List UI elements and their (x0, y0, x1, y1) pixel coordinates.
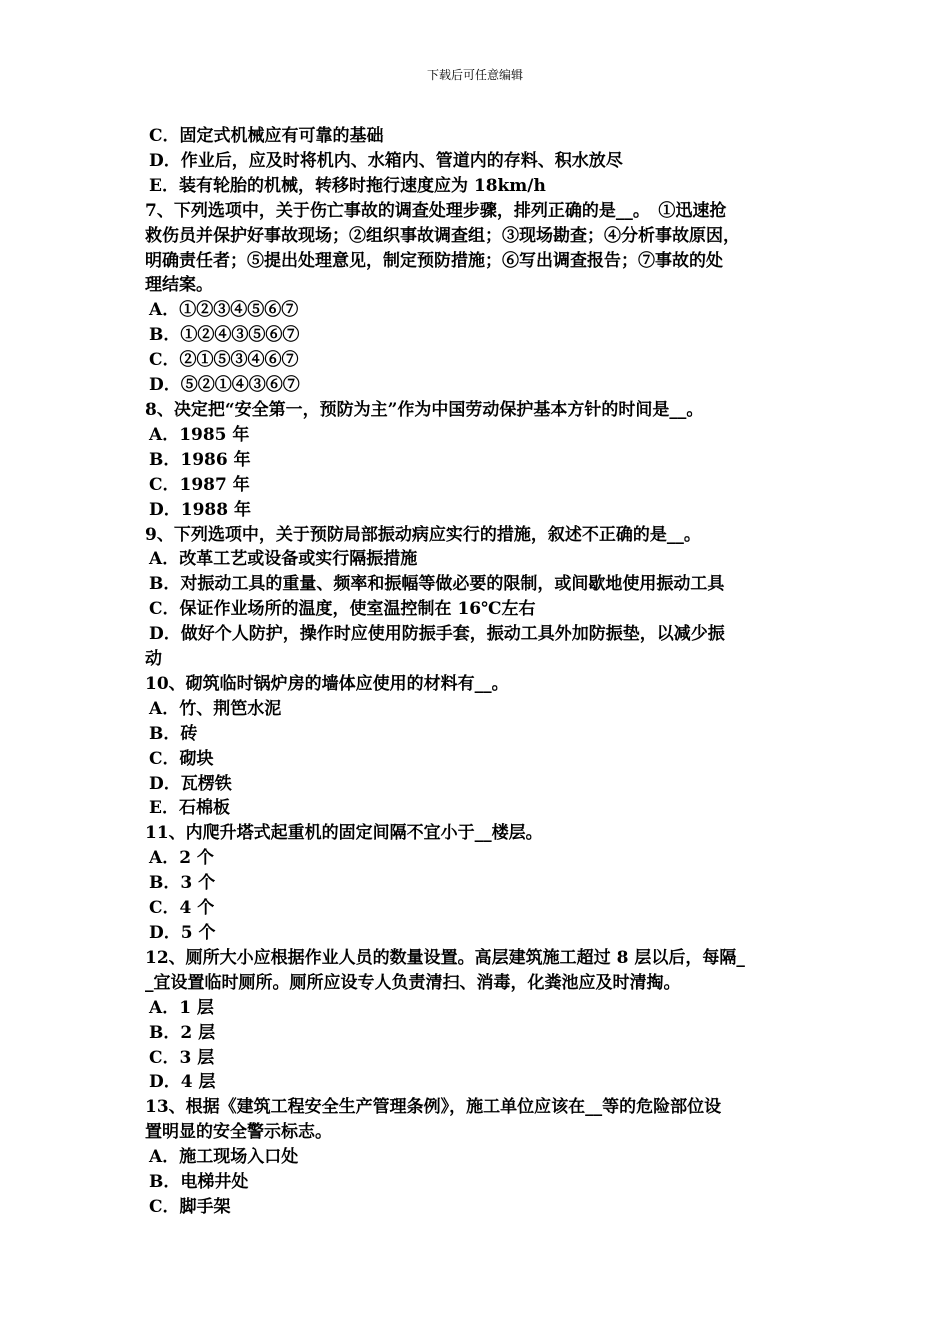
answer-option-line: D．作业后，应及时将机内、水箱内、管道内的存料、积水放尽 (149, 150, 623, 171)
question-text-line: 10、砌筑临时锅炉房的墙体应使用的材料有__。 (145, 673, 509, 694)
answer-option-line: C．②①⑤③④⑥⑦ (149, 350, 299, 371)
answer-option-line: A．改革工艺或设备或实行隔振措施 (149, 549, 418, 570)
question-text-line: 9、下列选项中，关于预防局部振动病应实行的措施，叙述不正确的是__。 (145, 524, 701, 545)
question-text-line: 13、根据《建筑工程安全生产管理条例》，施工单位应该在__等的危险部位设 (145, 1097, 722, 1118)
answer-option-line: D．瓦楞铁 (149, 773, 232, 794)
answer-option-line: C．砌块 (149, 748, 214, 769)
answer-option-line: C．1987 年 (149, 474, 250, 495)
answer-option-line: A．竹、荆笆水泥 (149, 698, 282, 719)
question-text-line: 动 (145, 649, 162, 670)
answer-option-line: A．2 个 (149, 848, 214, 869)
answer-option-line: D．做好个人防护，操作时应使用防振手套，振动工具外加防振垫，以减少振 (149, 624, 725, 645)
question-text-line: 8、决定把“安全第一，预防为主”作为中国劳动保护基本方针的时间是__。 (145, 399, 704, 420)
page-header: 下载后可任意编辑 (426, 68, 523, 82)
question-text-line: 理结案。 (145, 275, 213, 296)
answer-option-line: B．2 层 (149, 1022, 216, 1043)
question-text-line: _宜设置临时厕所。厕所应设专人负责清扫、消毒，化粪池应及时清掏。 (145, 972, 681, 993)
answer-option-line: C．3 层 (149, 1047, 215, 1068)
answer-option-line: B．①②④③⑤⑥⑦ (149, 325, 300, 346)
question-text-line: 7、下列选项中，关于伤亡事故的调查处理步骤，排列正确的是__。 ①迅速抢 (145, 200, 727, 221)
answer-option-line: C．保证作业场所的温度，使室温控制在 16℃左右 (149, 599, 536, 620)
answer-option-line: D．1988 年 (149, 499, 251, 520)
answer-option-line: B．3 个 (149, 873, 216, 894)
answer-option-line: A．1 层 (149, 997, 214, 1018)
answer-option-line: A．施工现场入口处 (149, 1147, 299, 1168)
answer-option-line: B．对振动工具的重量、频率和振幅等做必要的限制，或间歇地使用振动工具 (149, 574, 725, 595)
answer-option-line: D．5 个 (149, 923, 216, 943)
answer-option-line: B．电梯井处 (149, 1172, 249, 1193)
answer-option-line: C．脚手架 (149, 1196, 231, 1217)
answer-option-line: D．⑤②①④③⑥⑦ (149, 375, 300, 396)
answer-option-line: E．石棉板 (149, 798, 230, 819)
question-text-line: 置明显的安全警示标志。 (145, 1122, 332, 1143)
answer-option-line: D．4 层 (149, 1072, 216, 1093)
document-body (145, 124, 817, 1220)
answer-option-line: C．固定式机械应有可靠的基础 (149, 126, 384, 146)
answer-option-line: A．①②③④⑤⑥⑦ (149, 300, 299, 321)
question-text-line: 救伤员并保护好事故现场；②组织事故调查组；③现场勘查；④分析事故原因， (145, 225, 740, 246)
answer-option-line: C．4 个 (149, 898, 215, 919)
question-text-line: 明确责任者；⑤提出处理意见，制定预防措施；⑥写出调查报告；⑦事故的处 (145, 250, 723, 271)
question-text-line: 12、厕所大小应根据作业人员的数量设置。高层建筑施工超过 8 层以后，每隔_ (145, 947, 745, 968)
answer-option-line: B．1986 年 (149, 449, 251, 470)
answer-option-line: B．砖 (149, 723, 198, 744)
question-text-line: 11、内爬升塔式起重机的固定间隔不宜小于__楼层。 (145, 823, 543, 844)
answer-option-line: E．装有轮胎的机械，转移时拖行速度应为 18km/h (149, 175, 546, 196)
answer-option-line: A．1985 年 (149, 424, 250, 445)
